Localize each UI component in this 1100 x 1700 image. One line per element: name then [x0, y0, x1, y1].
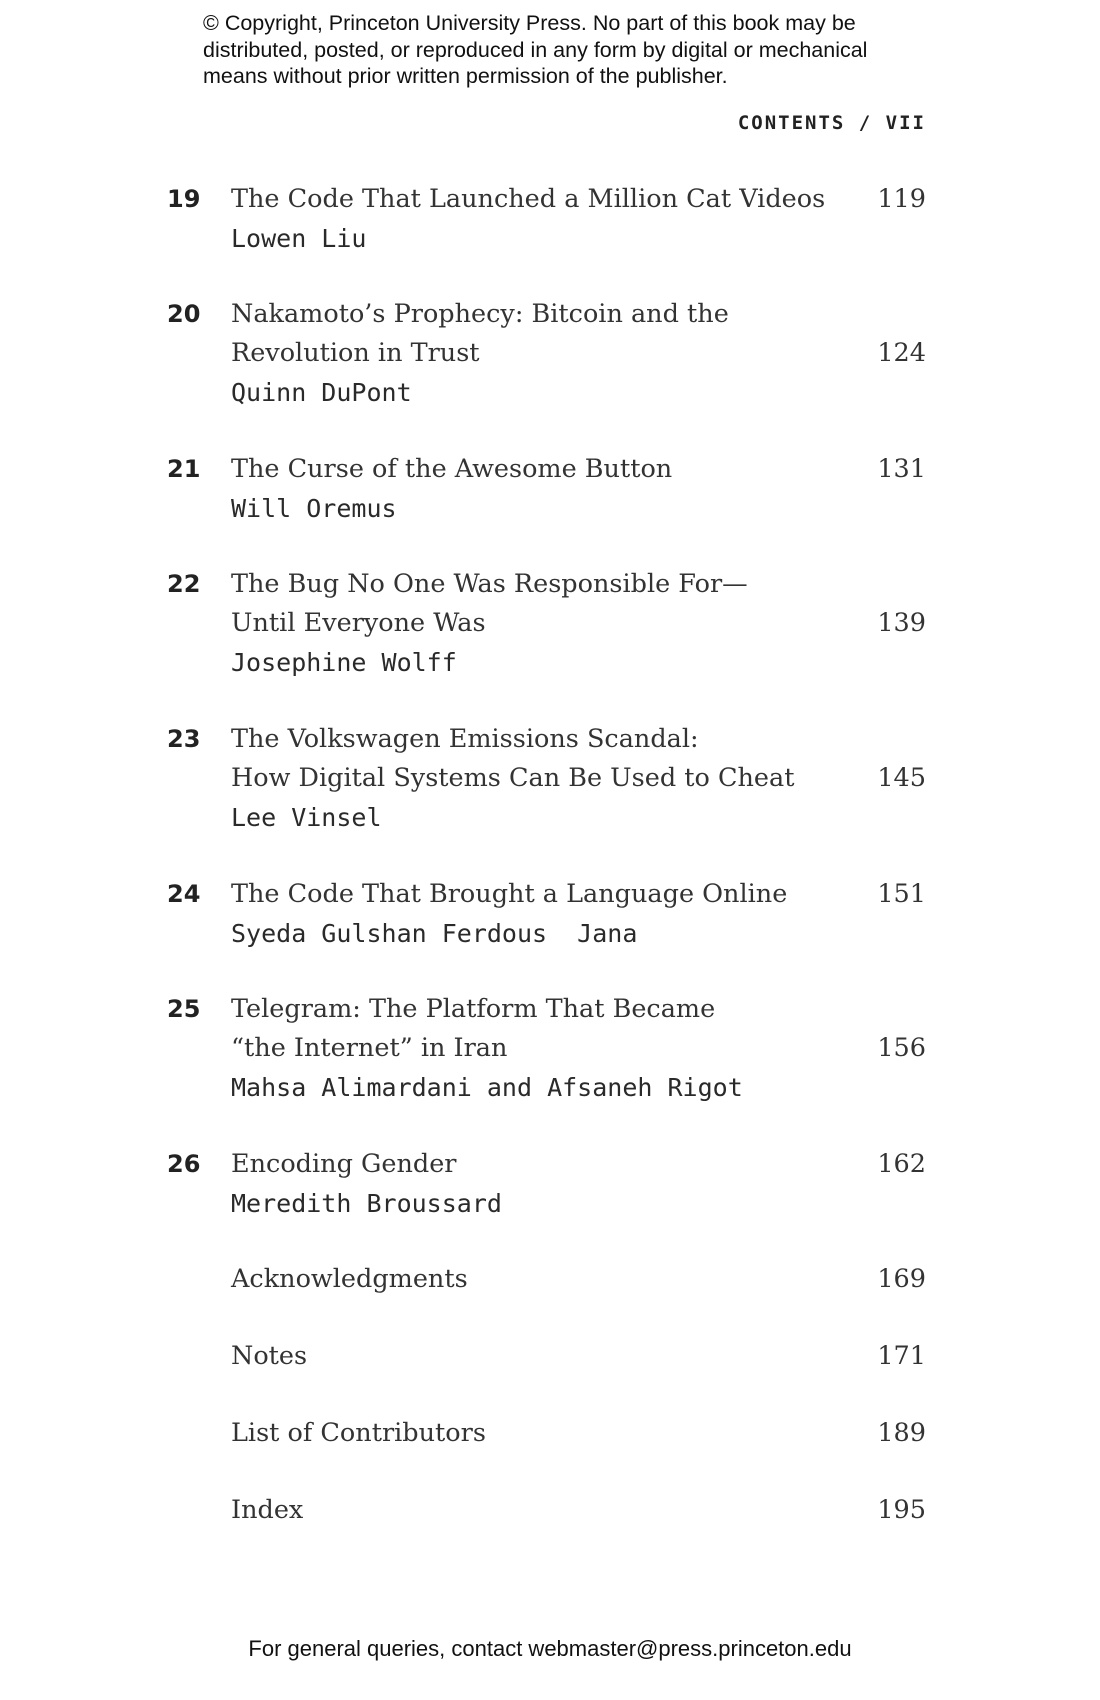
chapter-number: 24 — [167, 880, 201, 908]
chapter-author: Quinn DuPont — [231, 378, 412, 407]
chapter-title: The Volkswagen Emissions Scandal: — [231, 724, 699, 754]
copyright-line: means without prior written permission of the publisher. — [203, 64, 728, 88]
page-number: 145 — [877, 763, 926, 793]
chapter-author: Josephine Wolff — [231, 648, 457, 677]
copyright-line: © Copyright, Princeton University Press. No part of this book may be — [203, 11, 856, 35]
chapter-title: Nakamoto’s Prophecy: Bitcoin and the — [231, 299, 729, 329]
chapter-number: 26 — [167, 1150, 201, 1178]
chapter-title: Encoding Gender — [231, 1149, 457, 1179]
back-matter-title: Acknowledgments — [231, 1264, 468, 1294]
page-number: 131 — [877, 454, 926, 484]
chapter-title-continued: Until Everyone Was — [231, 608, 486, 638]
page-number: 124 — [877, 338, 926, 368]
chapter-title: Telegram: The Platform That Became — [231, 994, 716, 1024]
page-number: 139 — [877, 608, 926, 638]
running-head: CONTENTS / VII — [737, 112, 926, 134]
page-number: 169 — [877, 1264, 926, 1294]
chapter-title-continued: “the Internet” in Iran — [231, 1033, 508, 1063]
chapter-author: Mahsa Alimardani and Afsaneh Rigot — [231, 1073, 743, 1102]
copyright-notice — [203, 10, 923, 90]
chapter-title: The Code That Launched a Million Cat Videos — [231, 184, 826, 214]
page-number: 151 — [877, 879, 926, 909]
chapter-number: 20 — [167, 300, 201, 328]
chapter-author: Lowen Liu — [231, 224, 367, 253]
chapter-number: 19 — [167, 185, 201, 213]
chapter-title: The Code That Brought a Language Online — [231, 879, 788, 909]
chapter-number: 21 — [167, 455, 201, 483]
chapter-number: 23 — [167, 725, 201, 753]
page-number: 162 — [877, 1149, 926, 1179]
chapter-author: Syeda Gulshan Ferdous Jana — [231, 919, 638, 948]
page-number: 171 — [877, 1341, 926, 1371]
back-matter-title: Index — [231, 1495, 304, 1525]
chapter-title: The Curse of the Awesome Button — [231, 454, 673, 484]
page-number: 195 — [877, 1495, 926, 1525]
chapter-author: Will Oremus — [231, 494, 397, 523]
page-number: 119 — [877, 184, 926, 214]
page-number: 156 — [877, 1033, 926, 1063]
chapter-title-continued: Revolution in Trust — [231, 338, 480, 368]
chapter-author: Meredith Broussard — [231, 1189, 502, 1218]
back-matter-title: List of Contributors — [231, 1418, 486, 1448]
copyright-line: distributed, posted, or reproduced in any form by digital or mechanical — [203, 37, 868, 62]
back-matter-title: Notes — [231, 1341, 308, 1371]
chapter-number: 22 — [167, 570, 201, 598]
chapter-title: The Bug No One Was Responsible For— — [231, 569, 748, 599]
chapter-number: 25 — [167, 995, 201, 1023]
footer-contact: For general queries, contact webmaster@press.princeton.edu — [248, 1636, 852, 1661]
page-number: 189 — [877, 1418, 926, 1448]
chapter-title-continued: How Digital Systems Can Be Used to Cheat — [231, 763, 795, 793]
chapter-author: Lee Vinsel — [231, 803, 382, 832]
